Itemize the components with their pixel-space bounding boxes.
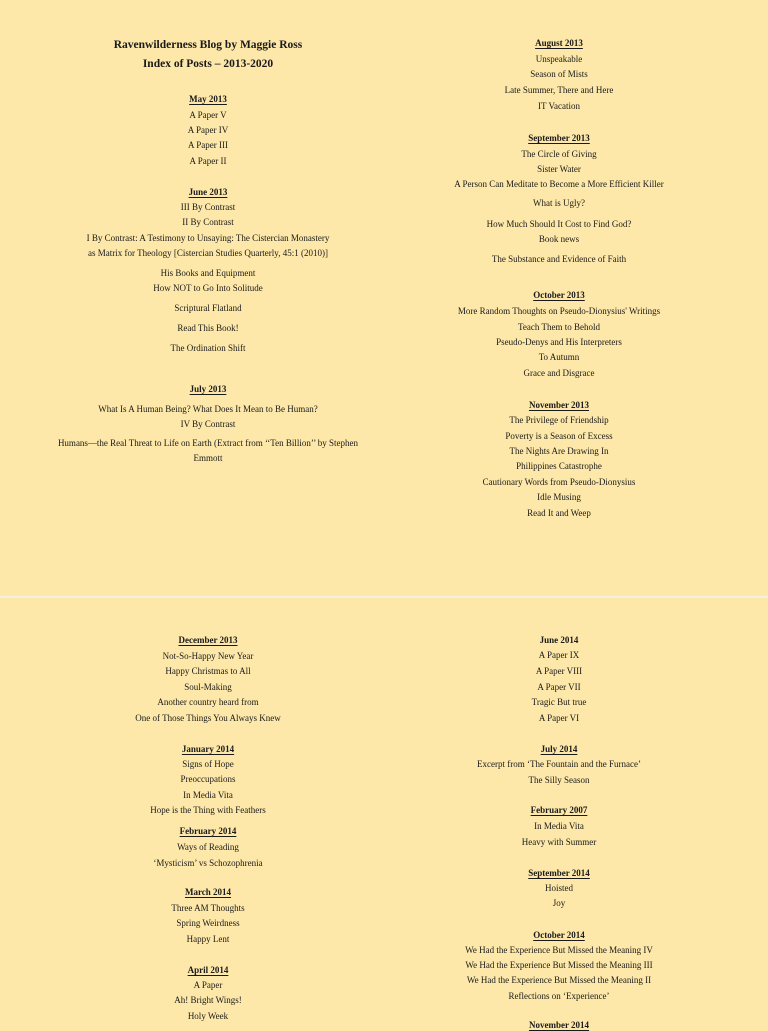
post-title: Excerpt from ‘The Fountain and the Furnace’: [477, 759, 641, 769]
post-title: What Is A Human Being? What Does It Mean to Be Human?: [98, 404, 318, 414]
post-title: Preoccupations: [180, 774, 236, 784]
post-title: A Paper VII: [537, 682, 581, 692]
post-title: ‘Mysticism’ vs Schozophrenia: [153, 858, 263, 868]
post-title: A Paper VI: [538, 713, 580, 723]
month-heading: July 2014: [540, 744, 578, 754]
month-heading: April 2014: [187, 965, 229, 975]
post-title: How Much Should It Cost to Find God?: [486, 219, 632, 229]
post-title: A Person Can Meditate to Become a More Efficient Killer: [454, 179, 664, 189]
month-heading: February 2014: [179, 826, 237, 836]
post-title: A Paper IV: [187, 125, 229, 135]
post-title: Another country heard from: [157, 697, 259, 707]
month-heading: May 2013: [189, 94, 227, 104]
post-title: Happy Lent: [186, 934, 230, 944]
post-title: Pseudo-Denys and His Interpreters: [496, 337, 622, 347]
post-title: His Books and Equipment: [160, 268, 256, 278]
post-title: We Had the Experience But Missed the Meaning III: [465, 960, 653, 970]
post-title: Season of Mists: [530, 69, 588, 79]
post-title: Holy Week: [187, 1011, 229, 1021]
post-title: The Nights Are Drawing In: [509, 446, 609, 456]
month-heading: October 2014: [533, 930, 585, 940]
post-title: Hope is the Thing with Feathers: [150, 805, 266, 815]
post-title: III By Contrast: [180, 202, 236, 212]
post-title: A Paper IX: [538, 650, 580, 660]
post-title: Heavy with Summer: [521, 837, 597, 847]
post-title: Hoisted: [545, 883, 573, 893]
post-title: We Had the Experience But Missed the Meaning II: [466, 975, 652, 985]
post-title: Reflections on ‘Experience’: [508, 991, 610, 1001]
month-heading: July 2013: [189, 384, 227, 394]
post-title: A Paper II: [189, 156, 227, 166]
post-title: We Had the Experience But Missed the Meaning IV: [465, 945, 653, 955]
page2-left-column: [20, 598, 396, 1024]
month-heading: December 2013: [178, 635, 238, 645]
post-title: One of Those Things You Always Knew: [135, 713, 281, 723]
post-title: Tragic But true: [531, 697, 587, 707]
post-title: Idle Musing: [537, 492, 581, 502]
month-heading: June 2013: [188, 187, 228, 197]
month-heading: November 2013: [528, 400, 590, 410]
page2-right-column: [400, 598, 718, 1030]
post-title: In Media Vita: [183, 790, 233, 800]
post-title: Read It and Weep: [527, 508, 591, 518]
post-title: Read This Book!: [177, 323, 239, 333]
post-title: Cautionary Words from Pseudo-Dionysius: [482, 477, 636, 487]
post-title: as Matrix for Theology [Cistercian Studies Quarterly, 45:1 (2010)]: [88, 248, 328, 258]
post-title: A Paper VIII: [535, 666, 583, 676]
month-heading: June 2014: [539, 635, 579, 645]
post-title: Joy: [552, 898, 566, 908]
index-subtitle: Index of Posts – 2013-2020: [142, 58, 274, 70]
post-title: Signs of Hope: [182, 759, 234, 769]
month-heading: September 2013: [528, 133, 590, 143]
post-title: Not-So-Happy New Year: [162, 651, 254, 661]
post-title: A Paper: [193, 980, 223, 990]
post-title: The Substance and Evidence of Faith: [491, 254, 627, 264]
month-heading: February 2007: [530, 805, 588, 815]
page1-right-column: [400, 0, 718, 596]
post-title: Grace and Disgrace: [523, 368, 595, 378]
post-title: To Autumn: [538, 352, 580, 362]
post-title: Happy Christmas to All: [165, 666, 251, 676]
post-title: Emmott: [193, 453, 223, 463]
post-title: Ways of Reading: [177, 842, 239, 852]
post-title: The Ordination Shift: [170, 343, 246, 353]
post-title: How NOT to Go Into Solitude: [153, 283, 263, 293]
month-heading: August 2013: [535, 38, 583, 48]
post-title: Three AM Thoughts: [171, 903, 245, 913]
post-title: Poverty is a Season of Excess: [505, 431, 613, 441]
post-title: Scriptural Flatland: [174, 303, 242, 313]
post-title: I By Contrast: A Testimony to Unsaying: The Cistercian Monastery: [86, 233, 330, 243]
post-title: In Media Vita: [534, 821, 584, 831]
index-page-2: [0, 598, 768, 1030]
post-title: Ah! Bright Wings!: [174, 995, 242, 1005]
month-heading: November 2014: [528, 1020, 590, 1030]
post-title: Book news: [538, 234, 580, 244]
blog-title: Ravenwilderness Blog by Maggie Ross: [113, 39, 303, 51]
post-title: The Circle of Giving: [521, 149, 597, 159]
page1-left-column: [20, 0, 396, 596]
month-heading: March 2014: [184, 887, 232, 897]
post-title: Humans—the Real Threat to Life on Earth (Extract from ‘‘Ten Billion’’ by Stephen: [57, 438, 359, 448]
month-heading: September 2014: [528, 868, 590, 878]
post-title: Unspeakable: [535, 54, 583, 64]
post-title: A Paper V: [189, 110, 227, 120]
post-title: The Silly Season: [528, 775, 590, 785]
post-title: Sister Water: [537, 164, 581, 174]
post-title: Late Summer, There and Here: [504, 85, 614, 95]
post-title: Teach Them to Behold: [518, 322, 600, 332]
post-title: The Privilege of Friendship: [509, 415, 609, 425]
post-title: IV By Contrast: [180, 419, 236, 429]
post-title: Spring Weirdness: [176, 918, 240, 928]
post-title: A Paper III: [188, 140, 228, 150]
post-title: More Random Thoughts on Pseudo-Dionysius' Writings: [457, 306, 661, 316]
post-title: II By Contrast: [182, 217, 234, 227]
post-title: IT Vacation: [538, 101, 580, 111]
post-title: Philippines Catastrophe: [516, 461, 602, 471]
month-heading: January 2014: [181, 744, 235, 754]
post-title: Soul-Making: [184, 682, 232, 692]
month-heading: October 2013: [533, 290, 585, 300]
post-title: What is Ugly?: [533, 198, 585, 208]
